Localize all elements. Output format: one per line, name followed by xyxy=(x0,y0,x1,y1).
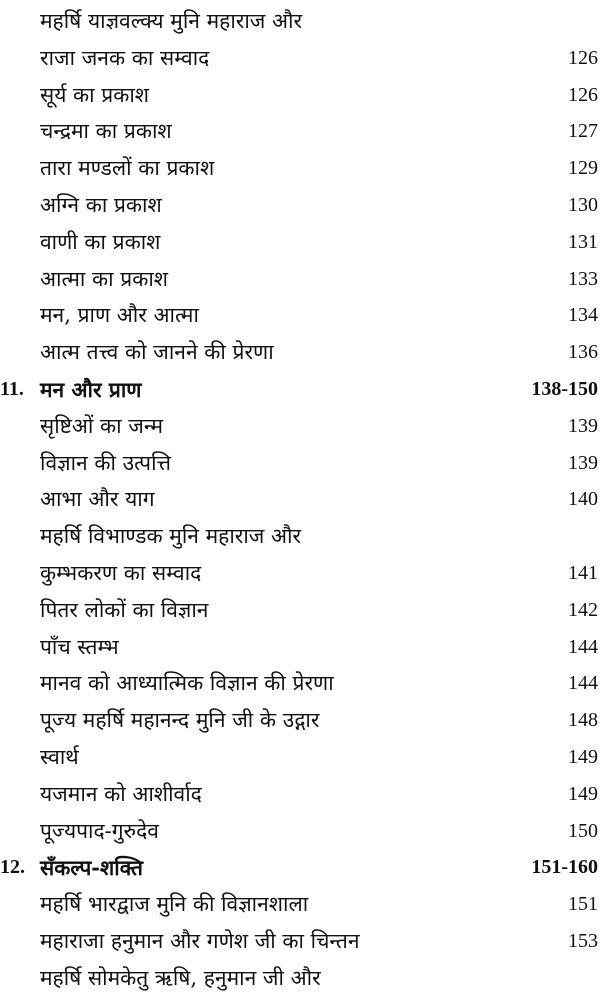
toc-entry xyxy=(0,776,600,813)
toc-entry xyxy=(0,665,600,702)
entry-title: स्वार्थ xyxy=(40,745,79,769)
entry-title: आत्म तत्त्व को जानने की प्रेरणा xyxy=(40,340,274,365)
page-number: 139 xyxy=(568,414,598,437)
toc-entry xyxy=(0,187,600,224)
page-number: 134 xyxy=(568,304,598,327)
toc-entry xyxy=(0,297,600,334)
toc-entry xyxy=(0,518,600,555)
page-number: 140 xyxy=(568,488,598,511)
entry-title: सूर्य का प्रकाश xyxy=(40,82,150,107)
chapter-title: सँकल्प-शक्ति xyxy=(40,855,143,881)
page-number: 141 xyxy=(568,562,598,584)
toc-entry xyxy=(0,334,600,371)
toc-entry xyxy=(0,555,600,592)
entry-title: महर्षि याज्ञवल्क्य मुनि महाराज और xyxy=(40,9,303,33)
toc-entry xyxy=(0,77,600,114)
toc-entry xyxy=(0,739,600,776)
page-number: 144 xyxy=(568,672,598,695)
chapter-title: मन और प्राण xyxy=(40,377,142,402)
page-number: 126 xyxy=(568,83,598,106)
entry-title: मन, प्राण और आत्मा xyxy=(40,303,199,328)
entry-title: महर्षि सोमकेतु ऋषि, हनुमान जी और xyxy=(40,965,321,990)
toc-entry xyxy=(0,224,600,261)
page-number: 139 xyxy=(568,451,598,474)
toc-entry xyxy=(0,445,600,482)
entry-title: पितर लोकों का विज्ञान xyxy=(40,597,209,622)
toc-entry xyxy=(0,113,600,150)
entry-title: महर्षि विभाण्डक मुनि महाराज और xyxy=(40,524,302,549)
page-number: 126 xyxy=(568,46,598,69)
toc-entry xyxy=(0,3,600,40)
page-number: 142 xyxy=(568,598,598,621)
page-number: 131 xyxy=(568,230,598,253)
toc-entry xyxy=(0,702,600,739)
chapter-page-range: 151-160 xyxy=(531,856,598,879)
toc-entry xyxy=(0,813,600,850)
page-number: 133 xyxy=(568,267,598,290)
toc-entry xyxy=(0,629,600,666)
chapter-number: 11. xyxy=(0,378,24,400)
entry-title: सृष्टिओं का जन्म xyxy=(40,413,164,438)
toc-chapter-heading xyxy=(0,849,600,886)
page-number: 136 xyxy=(568,341,598,364)
entry-title: पूज्यपाद-गुरुदेव xyxy=(40,818,159,843)
page-number: 144 xyxy=(568,635,598,658)
toc-entry xyxy=(0,960,600,997)
toc-entry xyxy=(0,923,600,960)
toc-entry xyxy=(0,150,600,187)
page-number: 148 xyxy=(568,709,598,732)
entry-title: तारा मण्डलों का प्रकाश xyxy=(40,156,215,181)
toc-chapter-heading xyxy=(0,371,600,408)
entry-title: आभा और याग xyxy=(40,487,155,512)
toc-entry xyxy=(0,481,600,518)
entry-title: विज्ञान की उत्पत्ति xyxy=(40,450,172,475)
page-number: 151 xyxy=(568,893,598,916)
entry-title: अग्नि का प्रकाश xyxy=(40,193,162,217)
toc-entry xyxy=(0,261,600,298)
page-number: 130 xyxy=(568,194,598,216)
entry-title: पूज्य महर्षि महानन्द मुनि जी के उद्गार xyxy=(40,708,320,733)
entry-title: आत्मा का प्रकाश xyxy=(40,266,169,291)
page-number: 150 xyxy=(568,819,598,842)
entry-title: यजमान को आशीर्वाद xyxy=(40,781,202,806)
page-number: 153 xyxy=(568,930,598,952)
chapter-number: 12. xyxy=(0,856,25,879)
entry-title: महाराजा हनुमान और गणेश जी का चिन्तन xyxy=(40,929,360,953)
entry-title: चन्द्रमा का प्रकाश xyxy=(40,119,172,144)
page-number: 149 xyxy=(568,782,598,805)
toc-entry xyxy=(0,408,600,445)
entry-title: कुम्भकरण का सम्वाद xyxy=(40,561,202,585)
entry-title: मानव को आध्यात्मिक विज्ञान की प्रेरणा xyxy=(40,671,334,696)
page-number: 129 xyxy=(568,157,598,180)
entry-title: पाँच स्तम्भ xyxy=(40,634,119,659)
entry-title: महर्षि भारद्वाज मुनि की विज्ञानशाला xyxy=(40,892,309,917)
toc-entry xyxy=(0,592,600,629)
chapter-page-range: 138-150 xyxy=(531,378,598,400)
page-number: 127 xyxy=(568,120,598,143)
toc-entry xyxy=(0,40,600,77)
toc-entry xyxy=(0,886,600,923)
entry-title: वाणी का प्रकाश xyxy=(40,229,161,254)
page-number: 149 xyxy=(568,746,598,768)
entry-title: राजा जनक का सम्वाद xyxy=(40,45,210,70)
